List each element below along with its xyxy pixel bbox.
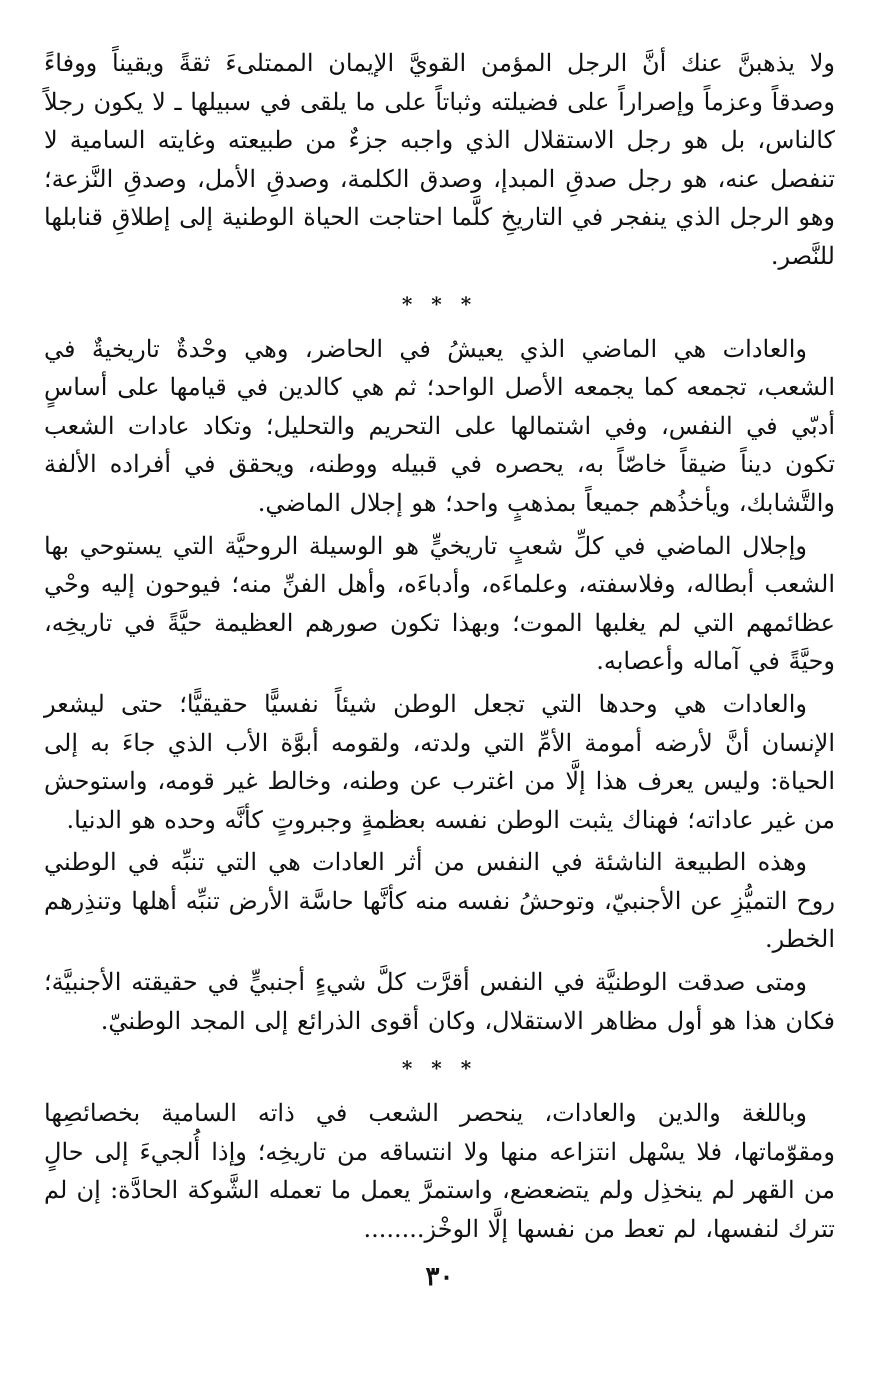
paragraph-reverence-past: وإجلال الماضي في كلِّ شعبٍ تاريخيٍّ هو الوسيلة الروحيَّة التي يستوحي بها الشعب أبطاله، وفلاسفته، وعلماءَه، وأدباءَه، وأهل الفنِّ منه؛ فيوحون إليه وحْي عظائمهم التي لم يغلبها الموت؛ وبهذا تكون صورهم العظيمة حيَّةً في تاريخِه، وحيَّةً في آماله وأعصابه.: [44, 531, 835, 676]
paragraph-language-religion: وباللغة والدين والعادات، ينحصر الشعب في ذاته السامية بخصائصِها ومقوّماتها، فلا يسْهل انتزاعه منها ولا انتساقه من تاريخِه؛ وإذا أُلجيءَ إلى حالٍ من القهر لم ينخذِل ولم يتضعضع، واستمرَّ يعمل ما تعمله الشَّوكة الحادَّة: إن لم تترك لنفسها، لم تعط من نفسها إلَّا الوخْز........: [44, 1099, 836, 1244]
page-number: ٣٠: [425, 1262, 454, 1292]
paragraph-nature: وهذه الطبيعة الناشئة في النفس من أثر العادات هي التي تنبِّه في الوطني روح التميُّزِ عن الأجنبيّ، وتوحشُ نفسه منه كأنَّها حاسَّة الأرض تنبِّه أهلها وتنذِرهم الخطر.: [44, 848, 835, 954]
paragraph-patriotism: ومتى صدقت الوطنيَّة في النفس أقرَّت كلَّ شيءٍ أجنبيٍّ في حقيقته الأجنبيَّة؛ فكان هذا هو أول مظاهر الاستقلال، وكان أقوى الذرائع إلى المجد الوطنيّ.: [44, 968, 835, 1035]
section-separator-1: * * *: [401, 291, 478, 316]
paragraph-homeland: والعادات هي وحدها التي تجعل الوطن شيئاً نفسيًّا حقيقيًّا؛ حتى ليشعر الإنسان أنَّ لأرضه أمومة الأمِّ التي ولدته، ولقومه أبوَّة الأب الذي جاءَ به إلى الحياة: وليس يعرف هذا إلَّا من اغترب عن وطنه، وخالط غير قومه، واستوحش من غير عاداته؛ فهناك يثبت الوطن نفسه بعظمةٍ وجبروتٍ كأنَّه وحده هو الدنيا.: [44, 689, 836, 834]
paragraph-customs: والعادات هي الماضي الذي يعيشُ في الحاضر، وهي وحْدةٌ تاريخيةٌ في الشعب، تجمعه كما يجمعه الأصل الواحد؛ ثم هي كالدين في قيامها على أساسٍ أدبّي في النفس، وفي اشتمالها على التحريم والتحليل؛ وتكاد عادات الشعب تكون ديناً ضيقاً خاصّاً به، يحصره في قبيله ووطنه، ويحقق في أفراده الألفة والتَّشابك، ويأخذُهم جميعاً بمذهبٍ واحد؛ هو إجلال الماضي.: [44, 334, 835, 517]
section-separator-2: * * *: [401, 1056, 478, 1081]
paragraph-intro: ولا يذهبنَّ عنك أنَّ الرجل المؤمن القويَّ الإيمان الممتلىءَ ثقةً ويقيناً ووفاءً وصدقاً وعزماً وإصراراً على فضيلته وثباتاً على ما يلقى في سبيلها ـ لا يكون رجلاً كالناس، بل هو رجل الاستقلال الذي واجبه جزءٌ من طبيعته وغايته السامية لا تنفصل عنه، هو رجل صدقِ المبدإ، وصدق الكلمة، وصدقِ الأمل، وصدقِ النَّزعة؛ وهو الرجل الذي ينفجر في التاريخِ كلَّما احتاجت الحياة الوطنية إلى إطلاقِ قنابلها للنَّصر.: [44, 49, 836, 270]
